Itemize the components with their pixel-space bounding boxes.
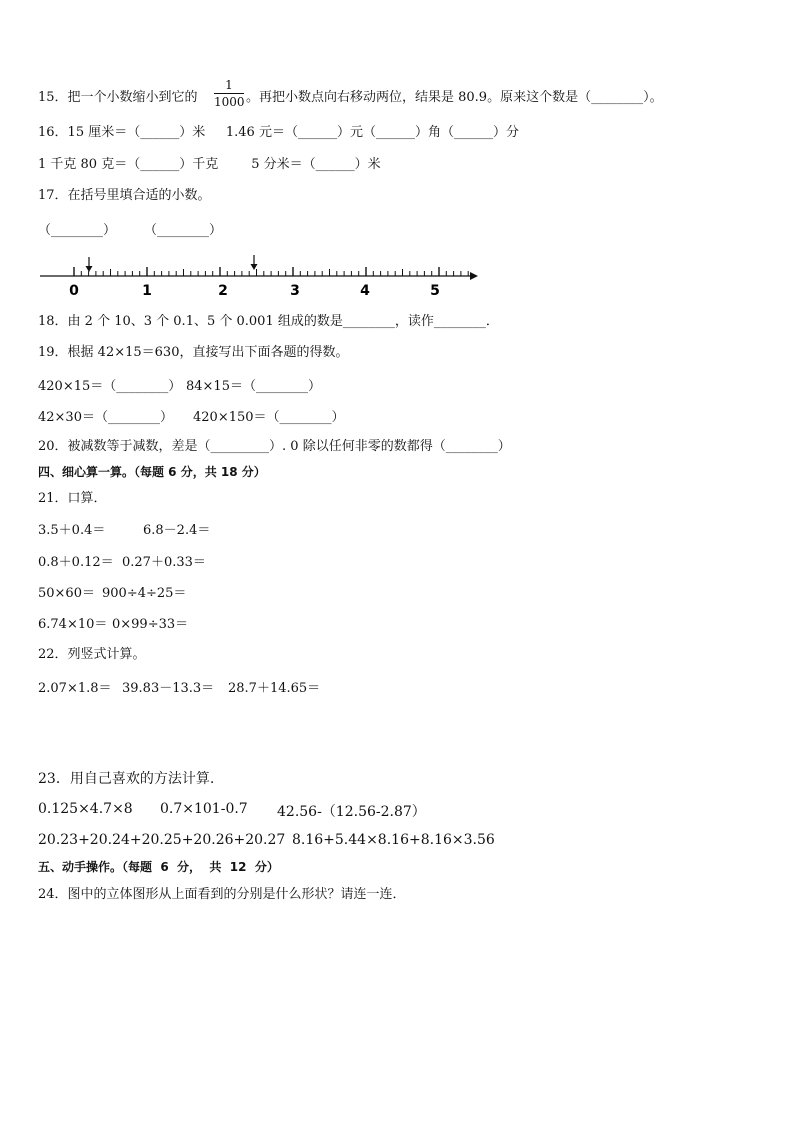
section-5-heading: 五、动手操作。（每题 6 分， 共 12 分） bbox=[38, 860, 279, 874]
q22-title: 22．列竖式计算。 bbox=[38, 647, 146, 662]
q22-item-3: 28.7＋14.65＝ bbox=[228, 681, 321, 696]
q21-item-2b: 0.27＋0.33＝ bbox=[122, 555, 206, 570]
q23-item-5: 8.16+5.44×8.16+8.16×3.56 bbox=[292, 832, 495, 848]
q22-item-1: 2.07×1.8＝ bbox=[38, 681, 112, 696]
q21-item-1b: 6.8－2.4＝ bbox=[143, 523, 211, 538]
q23-item-2: 0.7×101-0.7 bbox=[160, 801, 248, 817]
q21-item-2a: 0.8＋0.12＝ bbox=[38, 555, 114, 570]
q17-blank-2[interactable]: （________） bbox=[144, 223, 223, 238]
q21-item-4a: 6.74×10＝ bbox=[38, 617, 108, 632]
nl-label-5: 5 bbox=[430, 283, 440, 299]
arrow-marker-1 bbox=[86, 257, 93, 272]
q21-item-4b: 0×99÷33＝ bbox=[112, 617, 189, 632]
q23-item-3: 42.56-（12.56-2.87） bbox=[277, 804, 426, 820]
q19-item-a: 420×15＝（________） bbox=[38, 379, 182, 394]
q19-item-c: 42×30＝（________） bbox=[38, 410, 173, 425]
q19-item-d: 420×150＝（________） bbox=[193, 410, 345, 425]
number-line-ticks bbox=[74, 267, 468, 276]
q23-title: 23．用自己喜欢的方法计算. bbox=[38, 771, 215, 787]
nl-label-1: 1 bbox=[142, 283, 152, 299]
nl-label-0: 0 bbox=[69, 283, 79, 299]
nl-label-4: 4 bbox=[360, 283, 370, 299]
nl-label-3: 3 bbox=[290, 283, 300, 299]
q17-title: 17．在括号里填合适的小数。 bbox=[38, 188, 211, 203]
section-4-heading: 四、细心算一算。（每题 6 分，共 18 分） bbox=[38, 465, 266, 479]
fraction bbox=[214, 78, 244, 109]
q23-item-4: 20.23+20.24+20.25+20.26+20.27 bbox=[38, 832, 286, 848]
q18-text: 18．由 2 个 10、3 个 0.1、5 个 0.001 组成的数是________，读作________． bbox=[38, 314, 499, 329]
number-line bbox=[36, 252, 516, 302]
nl-label-2: 2 bbox=[218, 283, 228, 299]
q15-text-before: 15．把一个小数缩小到它的 bbox=[38, 90, 198, 105]
q21-item-3b: 900÷4÷25＝ bbox=[102, 586, 187, 601]
q21-title: 21．口算． bbox=[38, 491, 107, 506]
q22-item-2: 39.83－13.3＝ bbox=[122, 681, 215, 696]
arrow-marker-2 bbox=[251, 255, 258, 270]
q21-item-1a: 3.5＋0.4＝ bbox=[38, 523, 106, 538]
q24-text: 24．图中的立体图形从上面看到的分别是什么形状？请连一连． bbox=[38, 887, 406, 902]
number-line-arrowhead bbox=[470, 272, 478, 280]
fraction-numerator: 1 bbox=[225, 78, 233, 92]
q20-text: 20．被减数等于减数，差是（_________）. 0 除以任何非零的数都得（________） bbox=[38, 439, 511, 454]
fraction-bar bbox=[214, 93, 244, 94]
q23-item-1: 0.125×4.7×8 bbox=[38, 801, 133, 817]
q17-blank-1[interactable]: （________） bbox=[38, 223, 117, 238]
q19-item-b: 84×15＝（________） bbox=[186, 379, 321, 394]
q15-text-after: 。再把小数点向右移动两位，结果是 80.9。原来这个数是（________）。 bbox=[246, 90, 663, 105]
q16-line1: 16．15 厘米＝（______）米 1.46 元＝（______）元（______）角（______）分 bbox=[38, 125, 519, 140]
q21-item-3a: 50×60＝ bbox=[38, 586, 95, 601]
q19-title: 19．根据 42×15＝630，直接写出下面各题的得数。 bbox=[38, 345, 349, 360]
fraction-denominator: 1000 bbox=[214, 95, 245, 109]
q16-line2: 1 千克 80 克＝（______）千克 5 分米＝（______）米 bbox=[38, 157, 381, 172]
